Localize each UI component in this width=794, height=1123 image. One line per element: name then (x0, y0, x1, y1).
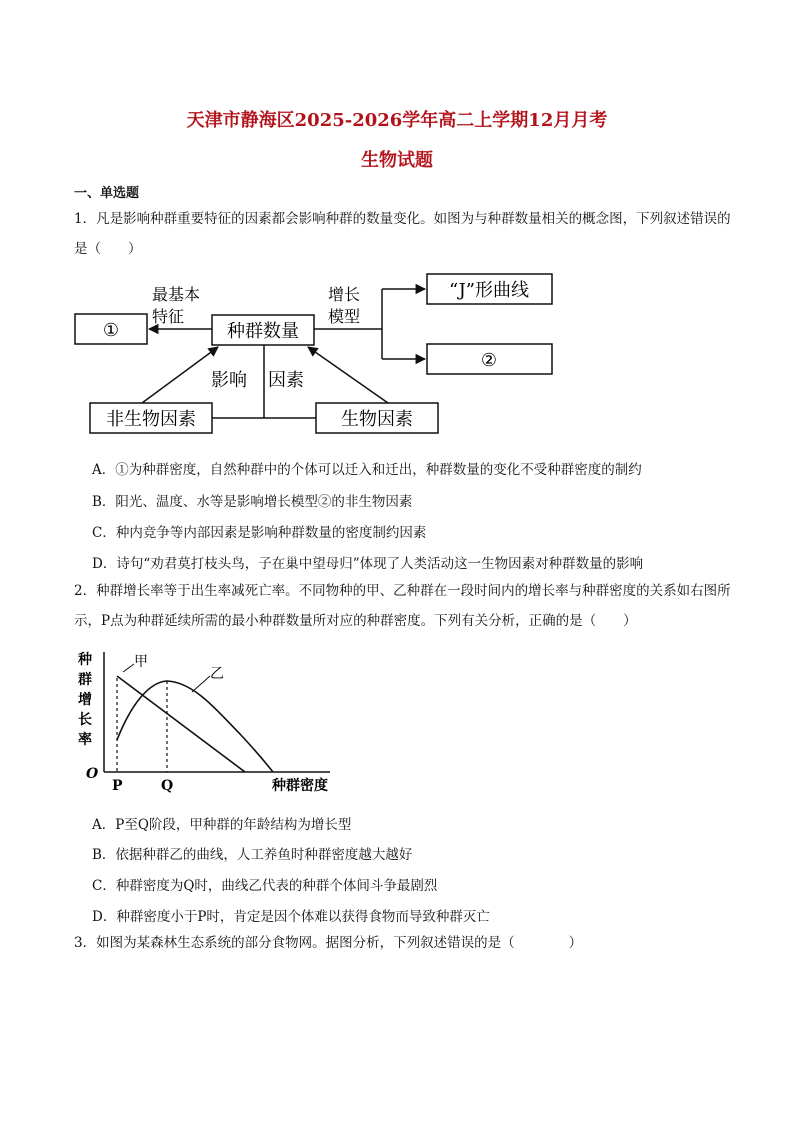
y-axis-label-2: 群 (78, 672, 92, 688)
box-abiotic-label: 非生物因素 (106, 409, 196, 430)
q2-option-c: C．种群密度为Q时，曲线乙代表的种群个体间斗争最剧烈 (92, 878, 438, 894)
label-influence-1: 影响 (211, 370, 247, 391)
y-axis-label-5: 率 (78, 732, 92, 748)
exam-title: 天津市静海区2025-2026学年高二上学期12月月考 (186, 110, 608, 131)
growth-rate-chart (70, 644, 350, 799)
box-1-label: ① (102, 320, 120, 341)
series-yi-line (117, 681, 273, 772)
label-basic-1: 最基本 (152, 285, 201, 304)
q2-option-a: A．P至Q阶段，甲种群的年龄结构为增长型 (92, 817, 352, 833)
label-basic-2: 特征 (152, 307, 185, 326)
question-1-stem: 1．凡是影响种群重要特征的因素都会影响种群的数量变化。如图为与种群数量相关的概念图，下列叙述错误的是（ ） (74, 211, 731, 257)
origin-label: O (86, 766, 99, 782)
box-population-size-label: 种群数量 (227, 321, 299, 342)
series-jia-label: 甲 (134, 654, 148, 670)
label-growth-2: 模型 (328, 307, 361, 326)
q2-option-d: D．种群密度小于P时，肯定是因个体难以获得食物而导致种群灭亡 (92, 909, 490, 925)
x-tick-q: Q (161, 778, 174, 794)
x-axis-label: 种群密度 (272, 778, 328, 794)
x-tick-p: P (112, 778, 123, 794)
q1-option-a: A．①为种群密度，自然种群中的个体可以迁入和迁出，种群数量的变化不受种群密度的制约 (92, 462, 642, 478)
concept-diagram (70, 268, 570, 438)
q2-option-b: B．依据种群乙的曲线，人工养鱼时种群密度越大越好 (92, 847, 413, 863)
box-j-curve-label: “J”形曲线 (448, 280, 530, 301)
box-2-label: ② (480, 350, 498, 371)
y-axis-label-1: 种 (78, 652, 92, 668)
q1-option-c: C．种内竞争等内部因素是影响种群数量的密度制约因素 (92, 525, 427, 541)
section-heading: 一、单选题 (74, 186, 140, 201)
label-growth-1: 增长 (328, 285, 361, 304)
label-influence-2: 因素 (268, 370, 304, 391)
question-3-stem: 3．如图为某森林生态系统的部分食物网。据图分析，下列叙述错误的是（ ） (74, 935, 583, 951)
q1-option-d: D．诗句“劝君莫打枝头鸟，子在巢中望母归”体现了人类活动这一生物因素对种群数量的影响 (92, 556, 644, 572)
q1-option-b: B．阳光、温度、水等是影响增长模型②的非生物因素 (92, 494, 413, 510)
y-axis-label-4: 长 (78, 712, 92, 728)
question-2-stem: 2．种群增长率等于出生率减死亡率。不同物种的甲、乙种群在一段时间内的增长率与种群密度的关系如右图所示，P点为种群延续所需的最小种群数量所对应的种群密度。下列有关分析，正确的是（ ） (74, 583, 731, 629)
series-jia-line (117, 676, 245, 772)
series-yi-label: 乙 (210, 666, 224, 682)
box-biotic-label: 生物因素 (341, 409, 413, 430)
exam-subject: 生物试题 (361, 150, 433, 171)
y-axis-label-3: 增 (78, 692, 92, 708)
